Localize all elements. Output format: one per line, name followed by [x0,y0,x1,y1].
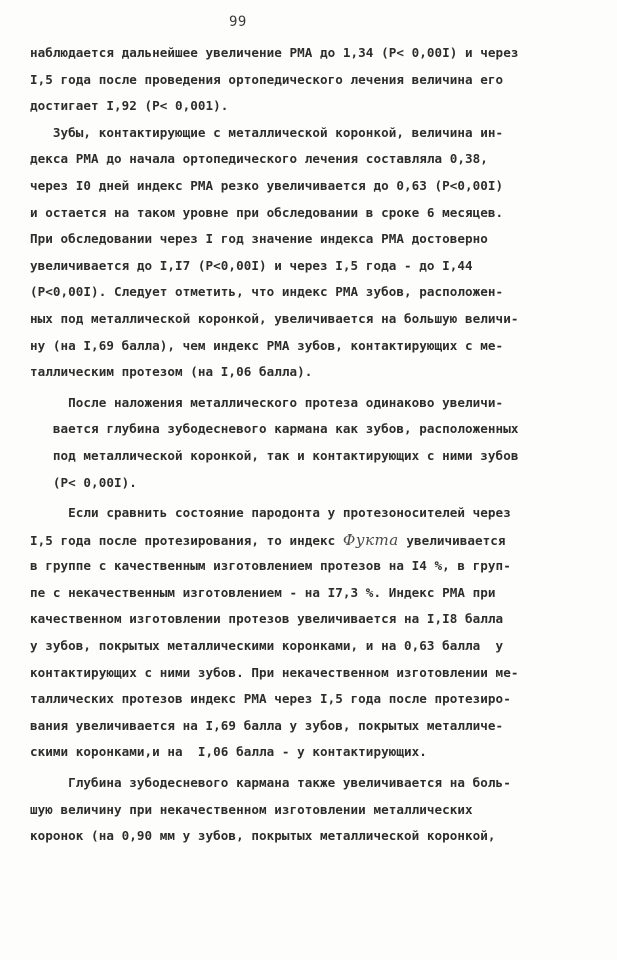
text-line: декса РМА до начала ортопедического лечения составляла 0,38, [30,151,488,167]
text-segment: I,5 года после протезирования, то индекс [30,532,343,548]
text-line: ных под металлической коронкой, увеличивается на большую величи- [30,310,519,326]
text-line: Если сравнить состояние пародонта у протезоносителей через [30,505,511,521]
text-line: наблюдается дальнейшее увеличение РМА до 1,34 (Р< 0,00I) и через [30,45,519,60]
text-line: таллическим протезом (на I,06 балла). [30,364,313,380]
text-line: достигает I,92 (Р< 0,001). [30,98,229,114]
text-line: шую величину при некачественном изготовлении металлических [30,801,473,817]
text-line: через I0 дней индекс РМА резко увеличивается до 0,63 (Р<0,00I) [30,177,504,193]
text-line: Глубина зубодесневого кармана также увеличивается на боль- [30,775,511,791]
handwritten-word: Фукта [342,530,399,549]
text-line: (Р< 0,00I). [30,474,137,490]
text-segment: увеличивается [398,532,506,548]
text-line: ну (на I,69 балла), чем индекс РМА зубов, контактирующих с ме- [30,337,504,353]
text-line: под металлической коронкой, так и контактирующих с ними зубов [30,447,519,463]
text-line: вается глубина зубодесневого кармана как зубов, расположенных [30,421,519,437]
text-line: таллических протезов индекс РМА через I,5 года после протезиро- [30,691,511,707]
text-line: скими коронками,и на I,06 балла - у контактирующих. [30,744,427,760]
text-line: качественном изготовлении протезов увеличивается на I,I8 балла [30,611,504,627]
text-line: у зубов, покрытых металлическими коронками, и на 0,63 балла у [30,638,504,654]
text-line: (Р<0,00I). Следует отметить, что индекс РМА зубов, расположен- [30,284,504,300]
text-line: пе с некачественным изготовлением - на I7,3 %. Индекс РМА при [30,584,496,600]
text-line: и остается на таком уровне при обследовании в сроке 6 месяцев. [30,204,504,220]
text-line: вания увеличивается на I,69 балла у зубов, покрытых металличе- [30,717,504,733]
text-line: коронок (на 0,90 мм у зубов, покрытых металлической коронкой, [30,828,496,844]
text-line: После наложения металлического протеза одинаково увеличи- [30,394,504,410]
text-line: При обследовании через I год значение индекса РМА достоверно [30,231,488,247]
text-line: Зубы, контактирующие с металлической коронкой, величина ин- [30,124,504,140]
text-line-with-handwriting [30,527,590,554]
text-line: I,5 года после проведения ортопедического лечения величина его [30,71,504,87]
text-line: в группе с качественным изготовлением протезов на I4 %, в груп- [30,558,511,574]
text-line: контактирующих с ними зубов. При некачественном изготовлении ме- [30,664,519,680]
page-number: 99 [229,14,247,30]
body-text [30,40,590,850]
text-line: увеличивается до I,I7 (Р<0,00I) и через I,5 года - до I,44 [30,257,473,273]
